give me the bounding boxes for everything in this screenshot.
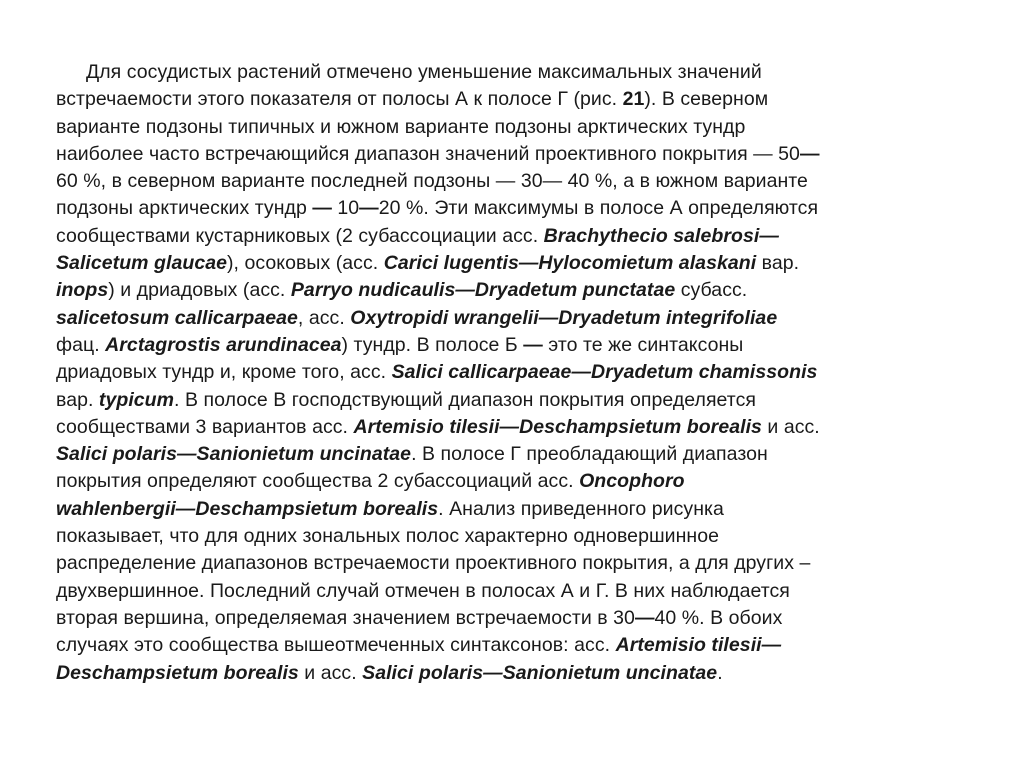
bold-dash: —: [312, 197, 332, 220]
text-run: ). В северном: [644, 88, 769, 111]
paragraph-line: [56, 387, 956, 414]
text-run: вар.: [56, 388, 99, 411]
paragraph-line: [56, 578, 956, 605]
paragraph-line: [56, 441, 956, 468]
text-run: и асс.: [761, 415, 820, 438]
taxon-name: salicetosum callicarpaeae: [56, 306, 298, 329]
paragraph-line: [56, 86, 956, 113]
paragraph-line: [56, 59, 956, 86]
text-run: двухвершинное. Последний случай отмечен в полосах А и Г. В них наблюдается: [56, 579, 790, 602]
taxon-name: Salici polaris—Sanionietum uncinatae: [56, 443, 412, 466]
text-run: встречаемости этого показателя от полосы А к полосе Г (рис.: [56, 88, 623, 111]
text-run: сообществами 3 вариантов асс.: [56, 415, 354, 438]
taxon-name: inops: [56, 279, 109, 302]
text-run: вторая вершина, определяемая значением встречаемости в 30: [56, 606, 635, 629]
paragraph-line: [56, 277, 956, 304]
paragraph-line: [56, 250, 956, 277]
bold-dash: —: [634, 606, 655, 629]
text-run: покрытия определяют сообщества 2 субассоциаций асс.: [56, 470, 580, 493]
text-run: случаях это сообщества вышеотмеченных синтаксонов: асс.: [56, 634, 616, 657]
paragraph-line: [56, 114, 956, 141]
text-run: ), осоковых (асс.: [227, 252, 384, 275]
taxon-name: Deschampsietum borealis: [56, 661, 299, 684]
taxon-name: Salici callicarpaeae—Dryadetum chamissonis: [391, 361, 818, 384]
text-run: распределение диапазонов встречаемости проективного покрытия, а для других –: [56, 552, 811, 575]
taxon-name: Salicetum glaucae: [56, 252, 228, 275]
text-run: 20 %. Эти максимумы в полосе А определяются: [378, 197, 819, 220]
body-paragraph: [56, 59, 956, 687]
paragraph-line: [56, 496, 956, 523]
text-run: 40 %. В обоих: [654, 606, 783, 629]
taxon-name: Brachythecio salebrosi—: [543, 224, 779, 247]
bold-dash: —: [359, 197, 379, 220]
text-run: субасс.: [675, 279, 748, 302]
taxon-name: Parryo nudicaulis—Dryadetum punctatae: [290, 279, 676, 302]
text-run: вар.: [756, 252, 800, 275]
taxon-name: Oxytropidi wrangelii—Dryadetum integrifoliae: [350, 306, 778, 329]
text-run: и асс.: [298, 661, 363, 684]
taxon-name: Oncophoro: [579, 470, 685, 493]
paragraph-line: [56, 359, 956, 386]
bold-dash: —: [799, 142, 820, 165]
taxon-name: wahlenbergii—Deschampsietum borealis: [56, 497, 439, 520]
paragraph-line: [56, 605, 956, 632]
text-run: 60 %, в северном варианте последней подзоны — 30— 40 %, а в южном варианте: [56, 170, 808, 193]
text-run: это те же синтаксоны: [542, 333, 744, 356]
taxon-name: typicum: [98, 388, 175, 411]
text-run: показывает, что для одних зональных полос характерно одновершинное: [56, 525, 720, 548]
text-run: .: [717, 661, 723, 684]
text-run: 10: [331, 197, 360, 220]
text-run: . В полосе Г преобладающий диапазон: [411, 443, 768, 466]
taxon-name: Arctagrostis arundinacea: [105, 333, 342, 356]
paragraph-line: [56, 168, 956, 195]
text-run: Для сосудистых растений отмечено уменьшение максимальных значений: [86, 61, 762, 83]
bold-dash: —: [523, 333, 543, 356]
taxon-name: Carici lugentis—Hylocomietum alaskani: [383, 252, 757, 275]
taxon-name: Artemisio tilesii—Deschampsietum borealis: [353, 415, 762, 438]
text-run: , асс.: [297, 306, 351, 329]
text-run: ) и дриадовых (асс.: [108, 279, 291, 302]
text-run: . Анализ приведенного рисунка: [438, 497, 724, 520]
text-run: наиболее часто встречающийся диапазон значений проективного покрытия — 50: [56, 142, 800, 165]
text-run: . В полосе В господствующий диапазон покрытия определяется: [174, 388, 756, 411]
paragraph-line: [56, 523, 956, 550]
paragraph-line: [56, 632, 956, 659]
text-run: подзоны арктических тундр: [56, 197, 313, 220]
paragraph-line: [56, 414, 956, 441]
taxon-name: Artemisio tilesii—: [615, 634, 782, 657]
paragraph-line: [56, 660, 956, 687]
text-run: сообществами кустарниковых (2 субассоциации асс.: [56, 224, 544, 247]
paragraph-line: [56, 332, 956, 359]
text-run: фац.: [56, 333, 106, 356]
paragraph-line: [56, 305, 956, 332]
text-run: дриадовых тундр и, кроме того, асс.: [56, 361, 392, 384]
text-run: варианте подзоны типичных и южном варианте подзоны арктических тундр: [56, 115, 746, 138]
paragraph-line: [56, 468, 956, 495]
text-run: ) тундр. В полосе Б: [341, 333, 524, 356]
paragraph-line: [56, 195, 956, 222]
paragraph-line: [56, 223, 956, 250]
paragraph-line: [56, 550, 956, 577]
figure-reference: 21: [622, 88, 645, 111]
taxon-name: Salici polaris—Sanionietum uncinatae: [362, 661, 718, 684]
paragraph-line: [56, 141, 956, 168]
